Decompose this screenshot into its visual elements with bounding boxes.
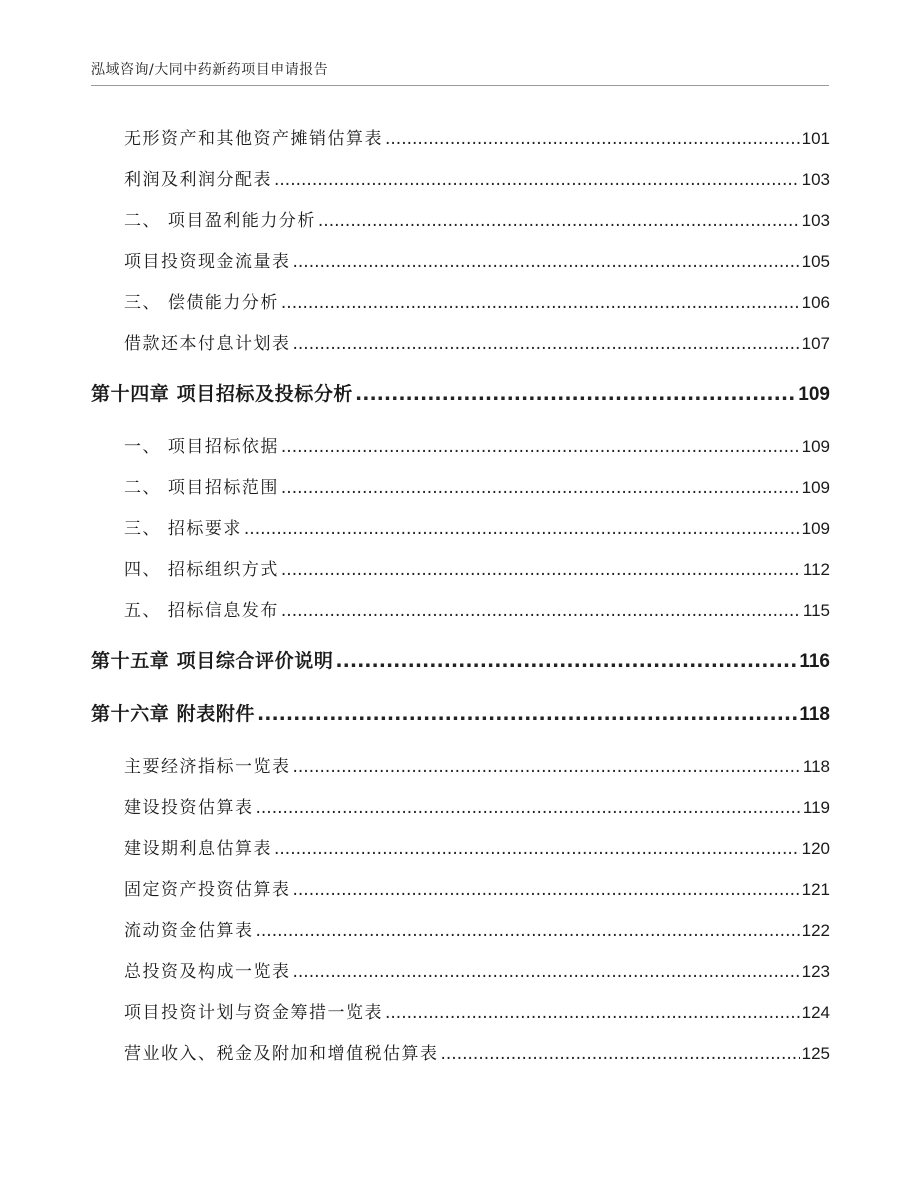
toc-entry-page: 112	[802, 560, 830, 579]
toc-entry[interactable]	[124, 1039, 830, 1064]
toc-entry-title: 营业收入、税金及附加和增值税估算表	[124, 1044, 439, 1064]
toc-entry-page: 120	[801, 839, 830, 858]
toc-entry[interactable]	[124, 247, 830, 272]
toc-entry-page: 109	[798, 384, 830, 405]
toc-entry-title: 借款还本付息计划表	[124, 334, 291, 354]
toc-entry-page: 125	[801, 1044, 830, 1063]
toc-entry[interactable]	[124, 206, 830, 231]
dot-leader	[281, 478, 800, 498]
toc-entry[interactable]	[124, 432, 830, 457]
toc-entry-title: 项目投资计划与资金筹措一览表	[124, 1003, 383, 1023]
toc-entry-page: 124	[801, 1003, 830, 1022]
toc-entry-page: 106	[801, 293, 830, 312]
dot-leader	[281, 437, 800, 457]
toc-entry-page: 115	[802, 601, 830, 620]
toc-entry[interactable]	[124, 555, 830, 580]
dot-leader	[281, 560, 801, 580]
toc-entry[interactable]	[124, 288, 830, 313]
toc-entry-page: 101	[801, 129, 830, 148]
dot-leader	[274, 839, 800, 859]
toc-entry-title: 建设期利息估算表	[124, 839, 272, 859]
toc-entry[interactable]	[124, 957, 830, 982]
toc-entry-page: 118	[799, 704, 830, 725]
dot-leader	[385, 1003, 800, 1023]
toc-entry-title: 五、 招标信息发布	[124, 601, 279, 621]
dot-leader	[293, 252, 800, 272]
dot-leader	[385, 129, 800, 149]
toc-entry-page: 119	[802, 798, 830, 817]
toc-entry-page: 109	[801, 519, 830, 538]
toc-entry-page: 109	[801, 478, 830, 497]
dot-leader	[257, 703, 797, 725]
toc-entry-page: 105	[801, 252, 830, 271]
toc-entry[interactable]	[124, 875, 830, 900]
toc-entry[interactable]	[124, 752, 830, 777]
dot-leader	[244, 519, 800, 539]
dot-leader	[293, 880, 800, 900]
toc-entry-title: 建设投资估算表	[124, 798, 254, 818]
toc-entry[interactable]	[124, 165, 830, 190]
toc-entry-page: 103	[801, 170, 830, 189]
toc-entry-title: 利润及利润分配表	[124, 170, 272, 190]
dot-leader	[281, 293, 800, 313]
toc-entry-title: 总投资及构成一览表	[124, 962, 291, 982]
toc-chapter-entry[interactable]	[91, 646, 830, 673]
toc-entry-page: 103	[801, 211, 830, 230]
toc-entry-title: 四、 招标组织方式	[124, 560, 279, 580]
toc-entry-title: 项目投资现金流量表	[124, 252, 291, 272]
running-header: 泓域咨询/大同中药新药项目申请报告	[91, 62, 329, 78]
toc-entry[interactable]	[124, 834, 830, 859]
dot-leader	[293, 334, 800, 354]
toc-entry[interactable]	[124, 473, 830, 498]
toc-entry[interactable]	[124, 998, 830, 1023]
toc-entry[interactable]	[124, 514, 830, 539]
toc-entry-title: 主要经济指标一览表	[124, 757, 291, 777]
toc-entry-page: 118	[802, 757, 830, 776]
toc-entry[interactable]	[124, 793, 830, 818]
toc-chapter-entry[interactable]	[91, 699, 830, 726]
toc-entry-title: 流动资金估算表	[124, 921, 254, 941]
toc-entry[interactable]	[124, 596, 830, 621]
toc-entry-page: 107	[801, 334, 830, 353]
toc-chapter-entry[interactable]	[91, 379, 830, 406]
dot-leader	[293, 757, 801, 777]
dot-leader	[335, 650, 797, 672]
dot-leader	[318, 211, 800, 231]
toc-entry[interactable]	[124, 124, 830, 149]
dot-leader	[281, 601, 801, 621]
toc-entry-page: 121	[801, 880, 830, 899]
toc-entry[interactable]	[124, 329, 830, 354]
dot-leader	[274, 170, 800, 190]
dot-leader	[293, 962, 800, 982]
toc-entry-title: 一、 项目招标依据	[124, 437, 279, 457]
toc-entry-page: 123	[801, 962, 830, 981]
toc-entry-title: 二、 项目盈利能力分析	[124, 211, 316, 231]
toc-entry-title: 固定资产投资估算表	[124, 880, 291, 900]
dot-leader	[256, 921, 800, 941]
dot-leader	[441, 1044, 800, 1064]
toc-entry-title: 第十五章 项目综合评价说明	[91, 650, 334, 672]
toc-entry-title: 三、 偿债能力分析	[124, 293, 279, 313]
toc-entry-title: 第十四章 项目招标及投标分析	[91, 383, 354, 405]
toc-entry-page: 116	[799, 651, 830, 672]
dot-leader	[355, 383, 796, 405]
toc-entry-title: 三、 招标要求	[124, 519, 242, 539]
toc-entry-page: 122	[801, 921, 830, 940]
dot-leader	[256, 798, 801, 818]
toc-entry-title: 二、 项目招标范围	[124, 478, 279, 498]
toc-entry[interactable]	[124, 916, 830, 941]
toc-entry-title: 无形资产和其他资产摊销估算表	[124, 129, 383, 149]
toc-entry-title: 第十六章 附表附件	[91, 703, 256, 725]
toc-entry-page: 109	[801, 437, 830, 456]
